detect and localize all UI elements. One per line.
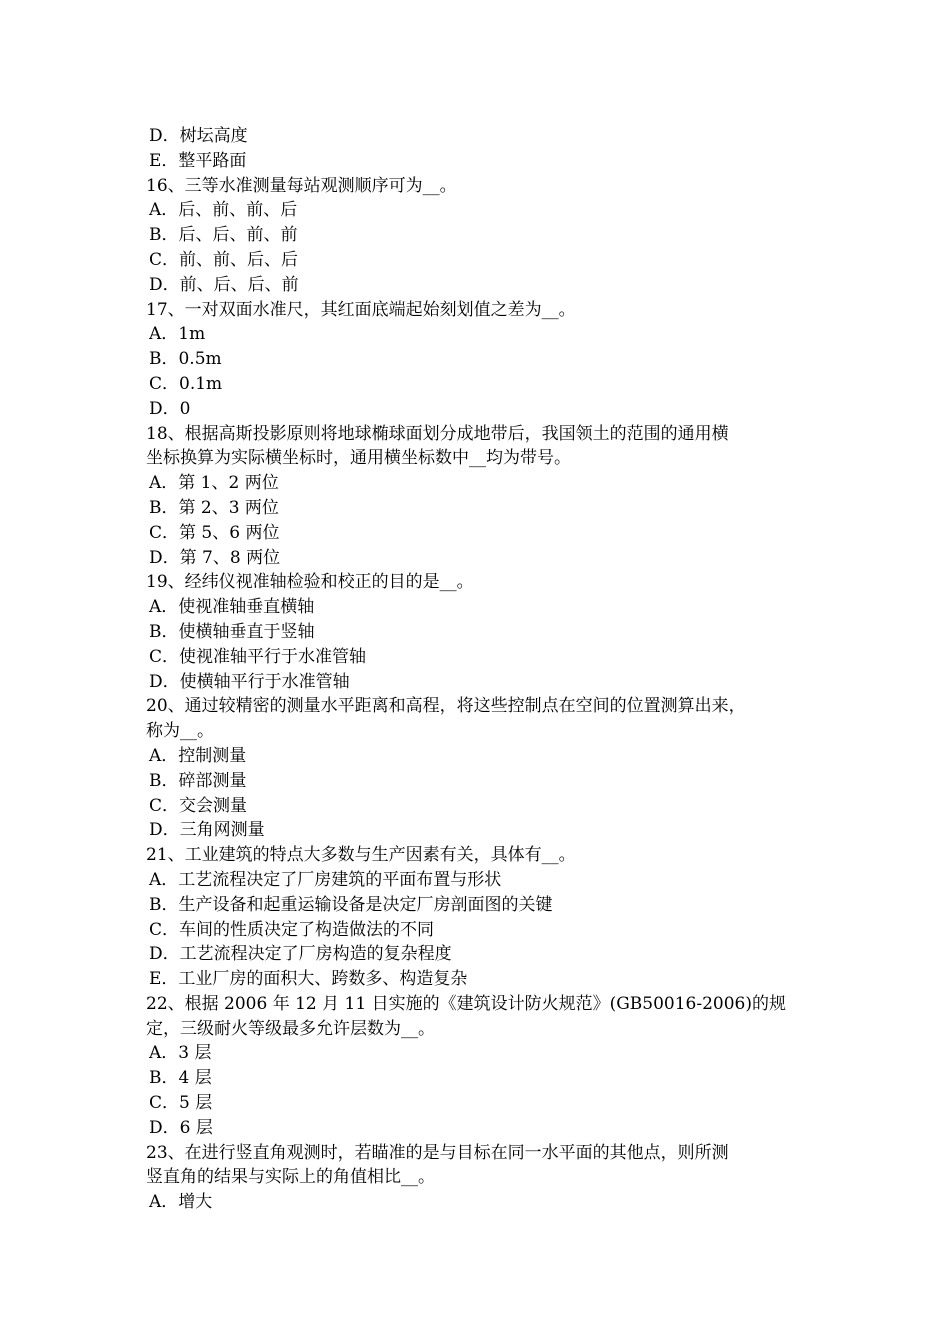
question-text: 23、在进行竖直角观测时，若瞄准的是与目标在同一水平面的其他点，则所测 [146,1142,729,1163]
answer-option: A．第 1、2 两位 [149,473,279,494]
answer-option: C．5 层 [149,1093,213,1114]
answer-option: D．前、后、后、前 [149,274,299,295]
answer-option: B．0.5m [149,349,222,370]
answer-option: B．第 2、3 两位 [149,497,279,518]
question-text: 18、根据高斯投影原则将地球椭球面划分成地带后，我国领土的范围的通用横 [146,423,729,444]
question-text: 定，三级耐火等级最多允许层数为__。 [146,1018,435,1039]
question-text: 称为__。 [146,721,214,742]
question-text: 21、工业建筑的特点大多数与生产因素有关，具体有__。 [146,845,576,866]
question-text: 19、经纬仪视准轴检验和校正的目的是__。 [146,572,474,593]
answer-option: B．4 层 [149,1068,212,1089]
answer-option: C．使视准轴平行于水准管轴 [149,646,367,667]
answer-option: B．使横轴垂直于竖轴 [149,621,315,642]
answer-option: D．三角网测量 [149,820,265,841]
answer-option: D．第 7、8 两位 [149,547,281,568]
answer-option: D．工艺流程决定了厂房构造的复杂程度 [149,944,452,965]
document-page [146,124,826,1215]
answer-option: B．生产设备和起重运输设备是决定厂房剖面图的关键 [149,894,553,915]
question-text: 竖直角的结果与实际上的角值相比__。 [146,1167,435,1188]
answer-option: C．车间的性质决定了构造做法的不同 [149,919,435,940]
answer-option: C．0.1m [149,373,223,394]
question-text: 20、通过较精密的测量水平距离和高程，将这些控制点在空间的位置测算出来， [146,696,746,717]
answer-option: B．碎部测量 [149,770,247,791]
answer-option: D．6 层 [149,1117,213,1138]
question-text: 坐标换算为实际横坐标时，通用横坐标数中__均为带号。 [146,448,571,469]
answer-option: E．整平路面 [149,150,247,171]
answer-option: A．1m [149,324,206,345]
answer-option: A．3 层 [149,1043,212,1064]
answer-option: C．第 5、6 两位 [149,522,280,543]
answer-option: A．工艺流程决定了厂房建筑的平面布置与形状 [149,869,502,890]
answer-option: C．交会测量 [149,795,248,816]
answer-option: D．使横轴平行于水准管轴 [149,671,350,692]
answer-option: A．控制测量 [149,745,247,766]
answer-option: B．后、后、前、前 [149,225,298,246]
answer-option: E．工业厂房的面积大、跨数多、构造复杂 [149,969,468,990]
answer-option: D．0 [149,398,191,419]
answer-option: A．增大 [149,1192,213,1213]
answer-option: A．使视准轴垂直横轴 [149,597,315,618]
answer-option: A．后、前、前、后 [149,200,298,221]
answer-option: D．树坛高度 [149,126,248,146]
answer-option: C．前、前、后、后 [149,249,299,270]
question-text: 16、三等水准测量每站观测顺序可为__。 [146,175,457,196]
question-text: 17、一对双面水准尺，其红面底端起始刻划值之差为__。 [146,299,576,320]
question-text: 22、根据 2006 年 12 月 11 日实施的《建筑设计防火规范》(GB50016-2006)的规 [146,993,787,1014]
